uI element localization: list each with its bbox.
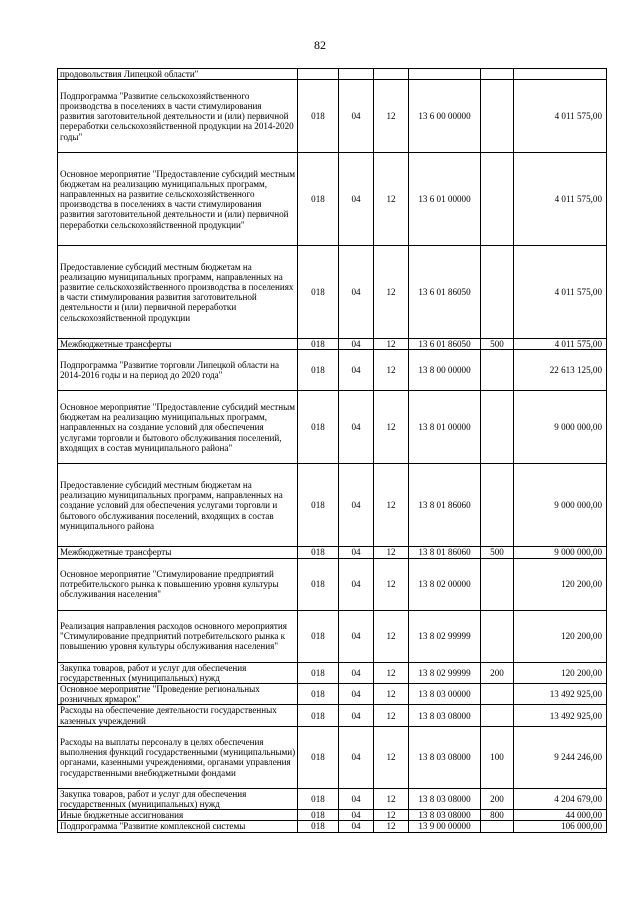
amount-cell: 120 200,00 [514,662,607,683]
expense-name-cell: Основное мероприятие "Предоставление субсидий местным бюджетам на реализацию муниципальных программ, направленных на создание условий для обеспечения услугами торговли и бытового обслуживания поселений, входящих в состав муниципального района" [58,391,298,464]
expense-name-cell: Подпрограмма "Развитие комплексной системы [58,821,298,832]
expense-type-cell: 500 [481,339,514,350]
target-article-cell: 13 8 01 86060 [409,547,481,558]
target-article-cell: 13 6 00 00000 [409,80,481,153]
table-row [58,705,607,726]
subsection-code-cell: 12 [374,350,409,391]
table-row [58,726,607,788]
subsection-code-cell [374,69,409,80]
expense-name-cell: Расходы на выплаты персоналу в целях обеспечения выполнения функций государственными (муниципальными) органами, казенными учреждениями, органами управления государственными внебюджетными фондами [58,726,298,788]
expense-type-cell [481,153,514,246]
target-article-cell: 13 8 02 99999 [409,610,481,662]
section-code-cell: 04 [339,610,374,662]
department-code-cell: 018 [298,610,339,662]
expense-type-cell [481,80,514,153]
department-code-cell: 018 [298,246,339,339]
page-number: 82 [314,38,326,52]
amount-cell: 4 011 575,00 [514,339,607,350]
target-article-cell: 13 6 01 00000 [409,153,481,246]
subsection-code-cell: 12 [374,662,409,683]
department-code-cell: 018 [298,788,339,809]
section-code-cell: 04 [339,558,374,610]
section-code-cell: 04 [339,246,374,339]
expense-name-cell: Закупка товаров, работ и услуг для обеспечения государственных (муниципальных) нужд [58,662,298,683]
department-code-cell: 018 [298,726,339,788]
expense-name-cell: Основное мероприятие "Стимулирование предприятий потребительского рынка к повышению уровня культуры обслуживания населения" [58,558,298,610]
target-article-cell: 13 9 00 00000 [409,821,481,832]
target-article-cell: 13 8 03 08000 [409,705,481,726]
department-code-cell: 018 [298,350,339,391]
table-row [58,350,607,391]
expense-type-cell [481,558,514,610]
subsection-code-cell: 12 [374,726,409,788]
amount-cell: 106 000,00 [514,821,607,832]
target-article-cell: 13 8 00 00000 [409,350,481,391]
section-code-cell: 04 [339,662,374,683]
expense-type-cell [481,391,514,464]
section-code-cell: 04 [339,153,374,246]
expense-type-cell: 800 [481,810,514,821]
amount-cell: 44 000,00 [514,810,607,821]
section-code-cell: 04 [339,684,374,705]
target-article-cell: 13 8 01 86060 [409,464,481,547]
department-code-cell: 018 [298,153,339,246]
section-code-cell: 04 [339,464,374,547]
subsection-code-cell: 12 [374,391,409,464]
subsection-code-cell: 12 [374,464,409,547]
section-code-cell: 04 [339,810,374,821]
amount-cell: 9 244 246,00 [514,726,607,788]
department-code-cell: 018 [298,662,339,683]
target-article-cell: 13 8 03 08000 [409,788,481,809]
section-code-cell: 04 [339,391,374,464]
expense-name-cell: Предоставление субсидий местным бюджетам на реализацию муниципальных программ, направленных на создание условий для обеспечения услугами торговли и бытового обслуживания поселений, входящих в состав муниципального района [58,464,298,547]
target-article-cell: 13 6 01 86050 [409,246,481,339]
expense-type-cell [481,684,514,705]
amount-cell: 4 011 575,00 [514,153,607,246]
table-row [58,810,607,821]
expense-type-cell [481,821,514,832]
expense-type-cell: 500 [481,547,514,558]
amount-cell [514,69,607,80]
target-article-cell [409,69,481,80]
subsection-code-cell: 12 [374,705,409,726]
subsection-code-cell: 12 [374,547,409,558]
budget-table [57,68,607,833]
section-code-cell: 04 [339,350,374,391]
expense-type-cell: 100 [481,726,514,788]
department-code-cell: 018 [298,464,339,547]
amount-cell: 9 000 000,00 [514,391,607,464]
target-article-cell: 13 8 03 08000 [409,726,481,788]
subsection-code-cell: 12 [374,339,409,350]
subsection-code-cell: 12 [374,80,409,153]
department-code-cell: 018 [298,705,339,726]
section-code-cell: 04 [339,80,374,153]
expense-name-cell: Межбюджетные трансферты [58,339,298,350]
amount-cell: 22 613 125,00 [514,350,607,391]
expense-name-cell: продовольствия Липецкой области" [58,69,298,80]
target-article-cell: 13 8 03 00000 [409,684,481,705]
table-row [58,69,607,80]
section-code-cell: 04 [339,821,374,832]
table-row [58,788,607,809]
expense-type-cell [481,350,514,391]
section-code-cell: 04 [339,547,374,558]
table-row [58,391,607,464]
department-code-cell: 018 [298,684,339,705]
expense-name-cell: Межбюджетные трансферты [58,547,298,558]
expense-name-cell: Расходы на обеспечение деятельности государственных казенных учреждений [58,705,298,726]
expense-name-cell: Подпрограмма "Развитие сельскохозяйственного производства в поселениях в части стимулирования развития заготовительной деятельности и (или) первичной переработки сельскохозяйственной продукции на 2014-2020 годы" [58,80,298,153]
subsection-code-cell: 12 [374,684,409,705]
department-code-cell: 018 [298,547,339,558]
expense-type-cell [481,69,514,80]
section-code-cell: 04 [339,788,374,809]
department-code-cell: 018 [298,558,339,610]
department-code-cell: 018 [298,391,339,464]
subsection-code-cell: 12 [374,788,409,809]
target-article-cell: 13 8 02 00000 [409,558,481,610]
department-code-cell: 018 [298,810,339,821]
table-row [58,464,607,547]
target-article-cell: 13 8 03 08000 [409,810,481,821]
table-row [58,610,607,662]
target-article-cell: 13 8 01 00000 [409,391,481,464]
expense-name-cell: Подпрограмма "Развитие торговли Липецкой области на 2014-2016 годы и на период до 2020 года" [58,350,298,391]
subsection-code-cell: 12 [374,810,409,821]
amount-cell: 13 492 925,00 [514,705,607,726]
department-code-cell: 018 [298,80,339,153]
expense-name-cell: Основное мероприятие "Предоставление субсидий местным бюджетам на реализацию муниципальных программ, направленных на развитие сельскохозяйственного производства в поселениях в части стимулирования развития заготовительной деятельности и (или) первичной переработки сельскохозяйственной продукции" [58,153,298,246]
expense-name-cell: Иные бюджетные ассигнования [58,810,298,821]
table-row [58,547,607,558]
department-code-cell: 018 [298,821,339,832]
table-row [58,153,607,246]
subsection-code-cell: 12 [374,821,409,832]
department-code-cell [298,69,339,80]
section-code-cell [339,69,374,80]
amount-cell: 4 011 575,00 [514,246,607,339]
amount-cell: 4 204 679,00 [514,788,607,809]
expense-name-cell: Основное мероприятие "Проведение региональных розничных ярмарок" [58,684,298,705]
expense-type-cell: 200 [481,788,514,809]
expense-name-cell: Реализация направления расходов основного мероприятия "Стимулирование предприятий потребительского рынка к повышению уровня культуры обслуживания населения" [58,610,298,662]
subsection-code-cell: 12 [374,246,409,339]
section-code-cell: 04 [339,726,374,788]
amount-cell: 4 011 575,00 [514,80,607,153]
table-row [58,80,607,153]
subsection-code-cell: 12 [374,558,409,610]
expense-type-cell: 200 [481,662,514,683]
subsection-code-cell: 12 [374,610,409,662]
department-code-cell: 018 [298,339,339,350]
table-row [58,246,607,339]
expense-type-cell [481,246,514,339]
section-code-cell: 04 [339,705,374,726]
table-row [58,821,607,832]
table-row [58,684,607,705]
amount-cell: 9 000 000,00 [514,464,607,547]
table-row [58,662,607,683]
amount-cell: 9 000 000,00 [514,547,607,558]
expense-name-cell: Предоставление субсидий местным бюджетам на реализацию муниципальных программ, направленных на развитие сельскохозяйственного производства в поселениях в части стимулирования развития заготовительной деятельности и (или) первичной переработки сельскохозяйственной продукции [58,246,298,339]
section-code-cell: 04 [339,339,374,350]
amount-cell: 13 492 925,00 [514,684,607,705]
expense-type-cell [481,705,514,726]
subsection-code-cell: 12 [374,153,409,246]
amount-cell: 120 200,00 [514,610,607,662]
amount-cell: 120 200,00 [514,558,607,610]
expense-type-cell [481,464,514,547]
table-row [58,558,607,610]
target-article-cell: 13 8 02 99999 [409,662,481,683]
table-row [58,339,607,350]
expense-name-cell: Закупка товаров, работ и услуг для обеспечения государственных (муниципальных) нужд [58,788,298,809]
expense-type-cell [481,610,514,662]
budget-table-body [58,69,607,833]
target-article-cell: 13 6 01 86050 [409,339,481,350]
